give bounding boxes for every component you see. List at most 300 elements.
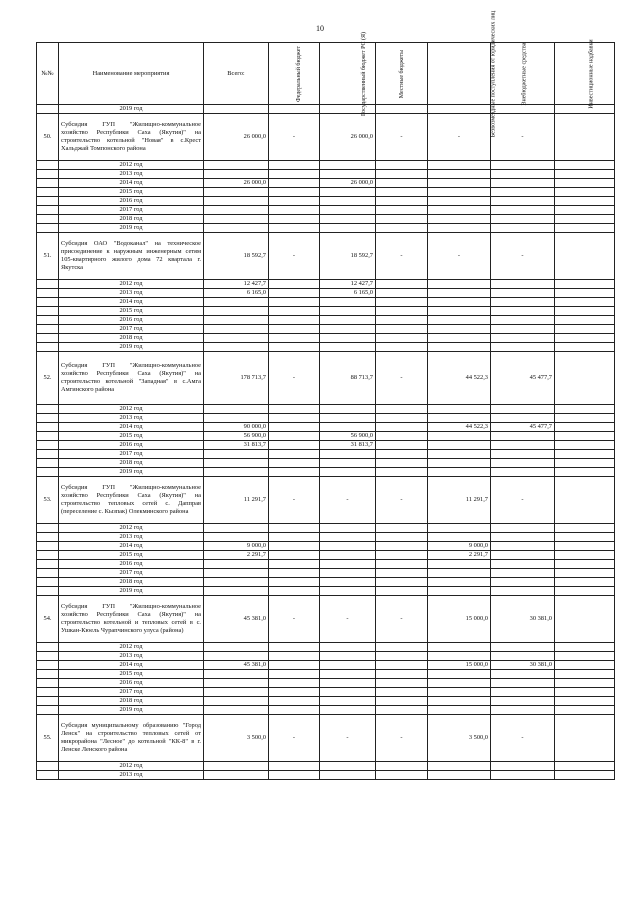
year-spacer <box>37 343 59 352</box>
year-invest <box>555 280 615 289</box>
year-local <box>376 459 428 468</box>
year-nonbudget <box>491 206 555 215</box>
year-local <box>376 688 428 697</box>
year-row <box>37 569 615 578</box>
year-local <box>376 325 428 334</box>
year-nonbudget <box>491 542 555 551</box>
year-invest <box>555 587 615 596</box>
year-spacer <box>37 325 59 334</box>
year-spacer <box>37 706 59 715</box>
year-grants <box>428 298 491 307</box>
year-state <box>320 643 376 652</box>
year-state <box>320 405 376 414</box>
year-nonbudget <box>491 414 555 423</box>
year-invest <box>555 679 615 688</box>
year-state <box>320 569 376 578</box>
year-local <box>376 706 428 715</box>
year-row <box>37 432 615 441</box>
year-total <box>204 670 269 679</box>
year-nonbudget <box>491 224 555 233</box>
year-total <box>204 697 269 706</box>
year-invest <box>555 334 615 343</box>
year-invest <box>555 298 615 307</box>
year-total <box>204 459 269 468</box>
year-nonbudget <box>491 197 555 206</box>
year-row <box>37 414 615 423</box>
year-row <box>37 524 615 533</box>
year-label: 2016 год <box>59 560 204 569</box>
year-invest <box>555 170 615 179</box>
year-total <box>204 224 269 233</box>
year-row <box>37 307 615 316</box>
year-state <box>320 188 376 197</box>
year-nonbudget <box>491 215 555 224</box>
year-total: 56 900,0 <box>204 432 269 441</box>
year-grants <box>428 569 491 578</box>
year-spacer <box>37 643 59 652</box>
item-total: 45 381,0 <box>204 596 269 643</box>
item-nonbudget: - <box>491 233 555 280</box>
year-local <box>376 197 428 206</box>
year-federal <box>269 298 320 307</box>
year-federal <box>269 587 320 596</box>
year-grants <box>428 316 491 325</box>
header-nonbudget-label: Внебюджетные средства <box>521 42 528 105</box>
year-label: 2016 год <box>59 679 204 688</box>
year-total <box>204 161 269 170</box>
year-invest <box>555 197 615 206</box>
year-label: 2015 год <box>59 188 204 197</box>
item-grants: - <box>428 233 491 280</box>
item-number: 50. <box>37 114 59 161</box>
item-federal: - <box>269 596 320 643</box>
year-state <box>320 414 376 423</box>
year-label: 2016 год <box>59 316 204 325</box>
item-state: 18 592,7 <box>320 233 376 280</box>
header-row <box>37 43 615 105</box>
year-local <box>376 771 428 780</box>
year-state: 12 427,7 <box>320 280 376 289</box>
year-invest <box>555 533 615 542</box>
year-row <box>37 325 615 334</box>
year-federal <box>269 670 320 679</box>
year-label: 2015 год <box>59 551 204 560</box>
item-federal: - <box>269 477 320 524</box>
year-nonbudget <box>491 771 555 780</box>
year-spacer <box>37 670 59 679</box>
year-local <box>376 206 428 215</box>
year-grants <box>428 405 491 414</box>
year-row <box>37 587 615 596</box>
year-row <box>37 441 615 450</box>
table-body <box>37 105 615 780</box>
year-invest <box>555 459 615 468</box>
year-local <box>376 289 428 298</box>
year-label: 2015 год <box>59 307 204 316</box>
year-label: 2013 год <box>59 289 204 298</box>
year-row <box>37 423 615 432</box>
year-label: 2017 год <box>59 325 204 334</box>
year-total <box>204 343 269 352</box>
year-state <box>320 298 376 307</box>
year-invest <box>555 316 615 325</box>
year-state <box>320 679 376 688</box>
item-total: 178 713,7 <box>204 352 269 405</box>
header-name: Наименование мероприятия <box>59 43 204 105</box>
year-grants <box>428 578 491 587</box>
year-local <box>376 405 428 414</box>
year-total <box>204 405 269 414</box>
year-total <box>204 771 269 780</box>
year-label: 2019 год <box>59 587 204 596</box>
year-label: 2019 год <box>59 468 204 477</box>
year-nonbudget <box>491 179 555 188</box>
year-federal <box>269 170 320 179</box>
year-nonbudget <box>491 459 555 468</box>
year-total: 6 165,0 <box>204 289 269 298</box>
year-spacer <box>37 224 59 233</box>
year-local <box>376 414 428 423</box>
year-label: 2019 год <box>59 224 204 233</box>
year-total: 9 000,0 <box>204 542 269 551</box>
year-nonbudget <box>491 170 555 179</box>
header-num: №№ <box>37 43 59 105</box>
year-spacer <box>37 459 59 468</box>
year-local <box>376 170 428 179</box>
item-name: Субсидия ГУП "Жилищно-коммунальное хозяйство Республики Саха (Якутия)" на строительство котельной "Новая" в с.Крест Хальджай Томпонского района <box>59 114 204 161</box>
year-total <box>204 298 269 307</box>
year-row <box>37 533 615 542</box>
item-invest <box>555 233 615 280</box>
year-invest <box>555 762 615 771</box>
year-total: 90 000,0 <box>204 423 269 432</box>
year-label: 2015 год <box>59 670 204 679</box>
year-grants: 44 522,3 <box>428 423 491 432</box>
year-row <box>37 161 615 170</box>
year-grants <box>428 560 491 569</box>
year-spacer <box>37 298 59 307</box>
year-spacer <box>37 197 59 206</box>
year-total <box>204 206 269 215</box>
year-invest <box>555 161 615 170</box>
year-total <box>204 643 269 652</box>
year-total: 12 427,7 <box>204 280 269 289</box>
year-grants <box>428 334 491 343</box>
year-nonbudget: 30 381,0 <box>491 661 555 670</box>
year-local <box>376 423 428 432</box>
year-total: 26 000,0 <box>204 179 269 188</box>
year-row <box>37 697 615 706</box>
year-grants: 15 000,0 <box>428 661 491 670</box>
header-local-label: Местные бюджеты <box>399 49 406 98</box>
year-spacer <box>37 569 59 578</box>
year-federal <box>269 423 320 432</box>
header-federal-label: Федеральный бюджет <box>296 45 303 102</box>
year-grants <box>428 280 491 289</box>
year-invest <box>555 179 615 188</box>
year-state <box>320 468 376 477</box>
year-federal <box>269 551 320 560</box>
year-row <box>37 215 615 224</box>
year-invest <box>555 688 615 697</box>
year-invest <box>555 661 615 670</box>
year-label: 2013 год <box>59 533 204 542</box>
year-row <box>37 334 615 343</box>
item-federal: - <box>269 715 320 762</box>
year-state: 56 900,0 <box>320 432 376 441</box>
year-grants <box>428 432 491 441</box>
year-federal <box>269 679 320 688</box>
year-grants <box>428 197 491 206</box>
year-local <box>376 551 428 560</box>
year-state <box>320 206 376 215</box>
year-local <box>376 179 428 188</box>
year-total: 2 291,7 <box>204 551 269 560</box>
year-federal <box>269 206 320 215</box>
year-state <box>320 688 376 697</box>
year-local <box>376 161 428 170</box>
year-row <box>37 280 615 289</box>
item-nonbudget: 45 477,7 <box>491 352 555 405</box>
year-spacer <box>37 289 59 298</box>
year-federal <box>269 307 320 316</box>
page-number: 10 <box>316 24 324 33</box>
year-nonbudget <box>491 188 555 197</box>
item-number: 55. <box>37 715 59 762</box>
header-grants <box>428 10 497 137</box>
year-label: 2018 год <box>59 215 204 224</box>
year-nonbudget <box>491 679 555 688</box>
year-spacer <box>37 533 59 542</box>
year-row <box>37 343 615 352</box>
year-invest <box>555 224 615 233</box>
header-nonbudget <box>491 43 555 105</box>
year-federal <box>269 197 320 206</box>
year-invest <box>555 215 615 224</box>
year-spacer <box>37 542 59 551</box>
year-state <box>320 307 376 316</box>
year-federal <box>269 215 320 224</box>
year-state <box>320 542 376 551</box>
year-total <box>204 307 269 316</box>
year-row <box>37 289 615 298</box>
year-local <box>376 560 428 569</box>
year-spacer <box>37 161 59 170</box>
year-nonbudget <box>491 405 555 414</box>
year-federal <box>269 289 320 298</box>
year-grants <box>428 161 491 170</box>
year-nonbudget <box>491 289 555 298</box>
item-total: 11 291,7 <box>204 477 269 524</box>
year-grants <box>428 206 491 215</box>
header-invest <box>555 38 615 109</box>
year-grants <box>428 441 491 450</box>
year-nonbudget <box>491 298 555 307</box>
year-spacer <box>37 688 59 697</box>
year-row <box>37 643 615 652</box>
year-nonbudget <box>491 450 555 459</box>
year-nonbudget: 45 477,7 <box>491 423 555 432</box>
table-row <box>37 114 615 161</box>
year-label: 2012 год <box>59 405 204 414</box>
year-state <box>320 450 376 459</box>
year-invest <box>555 432 615 441</box>
year-federal <box>269 643 320 652</box>
year-label: 2013 год <box>59 652 204 661</box>
year-state <box>320 325 376 334</box>
year-label: 2017 год <box>59 206 204 215</box>
year-grants <box>428 307 491 316</box>
year-label: 2015 год <box>59 432 204 441</box>
year-federal <box>269 405 320 414</box>
item-federal: - <box>269 233 320 280</box>
item-number: 53. <box>37 477 59 524</box>
year-grants <box>428 587 491 596</box>
year-spacer <box>37 551 59 560</box>
year-grants <box>428 771 491 780</box>
year-state <box>320 762 376 771</box>
year-grants <box>428 170 491 179</box>
year-grants <box>428 762 491 771</box>
year-state <box>320 578 376 587</box>
year-spacer <box>37 280 59 289</box>
year-nonbudget <box>491 316 555 325</box>
year-state: 31 813,7 <box>320 441 376 450</box>
year-invest <box>555 423 615 432</box>
year-label: 2019 год <box>59 343 204 352</box>
year-nonbudget <box>491 551 555 560</box>
year-invest <box>555 289 615 298</box>
year-grants <box>428 679 491 688</box>
year-total <box>204 533 269 542</box>
year-federal <box>269 688 320 697</box>
year-federal <box>269 334 320 343</box>
year-row <box>37 661 615 670</box>
year-label: 2014 год <box>59 179 204 188</box>
year-label: 2016 год <box>59 441 204 450</box>
year-federal <box>269 432 320 441</box>
year-nonbudget <box>491 325 555 334</box>
year-grants <box>428 652 491 661</box>
year-state <box>320 215 376 224</box>
year-spacer <box>37 215 59 224</box>
year-grants <box>428 524 491 533</box>
year-nonbudget <box>491 670 555 679</box>
year-federal <box>269 533 320 542</box>
year-spacer <box>37 771 59 780</box>
year-row <box>37 679 615 688</box>
year-local <box>376 679 428 688</box>
table-row <box>37 596 615 643</box>
year-total <box>204 334 269 343</box>
year-spacer <box>37 560 59 569</box>
year-federal <box>269 771 320 780</box>
year-invest <box>555 551 615 560</box>
item-invest <box>555 715 615 762</box>
year-federal <box>269 542 320 551</box>
year-total <box>204 188 269 197</box>
year-state <box>320 524 376 533</box>
year-label: 2012 год <box>59 161 204 170</box>
year-row <box>37 170 615 179</box>
year-local <box>376 224 428 233</box>
table-row <box>37 352 615 405</box>
year-nonbudget <box>491 569 555 578</box>
item-number: 51. <box>37 233 59 280</box>
year-row <box>37 670 615 679</box>
year-total <box>204 468 269 477</box>
year-row <box>37 105 615 114</box>
year-spacer <box>37 206 59 215</box>
year-row <box>37 652 615 661</box>
year-federal <box>269 450 320 459</box>
year-label: 2016 год <box>59 197 204 206</box>
year-local <box>376 188 428 197</box>
year-state: 26 000,0 <box>320 179 376 188</box>
year-nonbudget <box>491 762 555 771</box>
year-federal <box>269 343 320 352</box>
year-row <box>37 405 615 414</box>
item-federal: - <box>269 352 320 405</box>
year-total <box>204 316 269 325</box>
year-invest <box>555 542 615 551</box>
year-federal <box>269 468 320 477</box>
year-state <box>320 652 376 661</box>
year-spacer <box>37 679 59 688</box>
year-spacer <box>37 188 59 197</box>
year-federal <box>269 161 320 170</box>
year-local <box>376 441 428 450</box>
year-local <box>376 468 428 477</box>
year-local <box>376 432 428 441</box>
item-local: - <box>376 477 428 524</box>
header-state-label: Государственный бюджет РС (Я) <box>360 31 367 116</box>
item-grants: - <box>428 114 491 161</box>
year-grants <box>428 670 491 679</box>
year-nonbudget <box>491 706 555 715</box>
year-label: 2018 год <box>59 334 204 343</box>
year-invest <box>555 441 615 450</box>
year-federal <box>269 316 320 325</box>
year-grants <box>428 468 491 477</box>
year-state <box>320 587 376 596</box>
item-state: - <box>320 596 376 643</box>
year-label: 2014 год <box>59 661 204 670</box>
year-federal <box>269 325 320 334</box>
year-label: 2012 год <box>59 643 204 652</box>
item-invest <box>555 352 615 405</box>
year-local <box>376 280 428 289</box>
item-invest <box>555 477 615 524</box>
year-state <box>320 343 376 352</box>
year-label: 2018 год <box>59 697 204 706</box>
item-number: 52. <box>37 352 59 405</box>
year-label: 2012 год <box>59 762 204 771</box>
year-nonbudget <box>491 468 555 477</box>
year-state <box>320 197 376 206</box>
year-total <box>204 450 269 459</box>
item-name: Субсидия ГУП "Жилищно-коммунальное хозяйство Республики Саха (Якутия)" на строительство котельной и тепловых сетей в с. Ушкан-Кюель Чурапчинского улуса (района) <box>59 596 204 643</box>
item-name: Субсидия муниципальному образованию "Город Ленск" на строительство тепловых сетей от микрорайона "Лесное" до котельной "КК-8" в г. Ленске Ленского района <box>59 715 204 762</box>
year-local <box>376 569 428 578</box>
year-nonbudget <box>491 697 555 706</box>
year-invest <box>555 325 615 334</box>
year-grants <box>428 343 491 352</box>
item-name: Субсидия ГУП "Жилищно-коммунальное хозяйство Республики Саха (Якутия)" на строительство котельной "Западная" в с.Амга Амгинского района <box>59 352 204 405</box>
year-nonbudget <box>491 578 555 587</box>
year-local <box>376 307 428 316</box>
year-grants <box>428 643 491 652</box>
